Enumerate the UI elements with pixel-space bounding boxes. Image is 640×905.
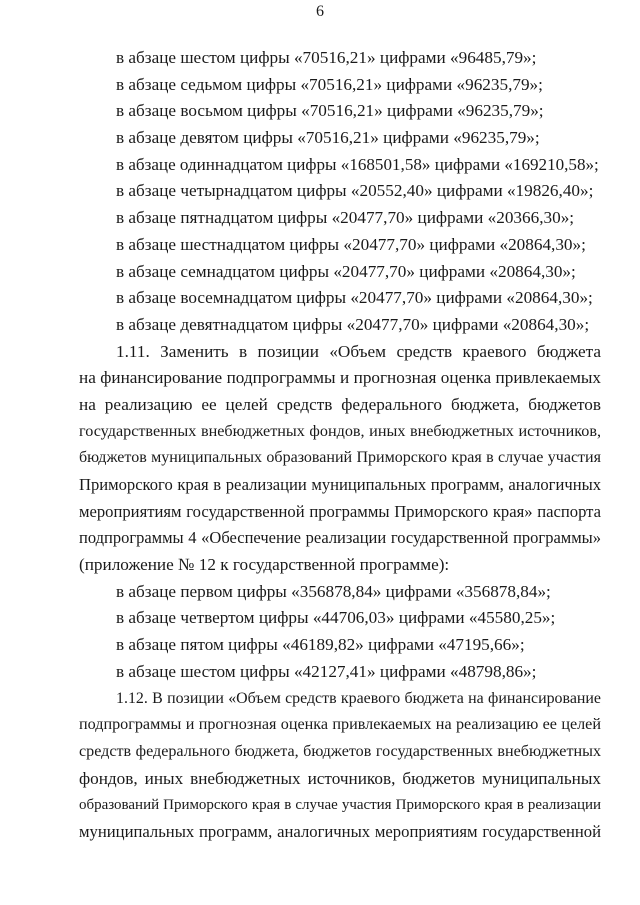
document-line: (приложение № 12 к государственной программе): bbox=[79, 555, 450, 575]
document-line: государственных внебюджетных фондов, иных внебюджетных источников, bbox=[79, 422, 601, 440]
document-line: образований Приморского края в случае участия Приморского края в реализации bbox=[79, 797, 601, 814]
document-line: в абзаце семнадцатом цифры «20477,70» цифрами «20864,30»; bbox=[116, 261, 576, 281]
document-line: в абзаце девятнадцатом цифры «20477,70» цифрами «20864,30»; bbox=[116, 314, 590, 334]
document-line: в абзаце восемнадцатом цифры «20477,70» цифрами «20864,30»; bbox=[116, 288, 593, 308]
document-line: в абзаце четырнадцатом цифры «20552,40» цифрами «19826,40»; bbox=[116, 181, 594, 201]
document-line: в абзаце одиннадцатом цифры «168501,58» цифрами «169210,58»; bbox=[116, 154, 599, 174]
document-line: в абзаце пятнадцатом цифры «20477,70» цифрами «20366,30»; bbox=[116, 208, 575, 228]
document-body bbox=[79, 45, 601, 846]
document-line: в абзаце первом цифры «356878,84» цифрами «356878,84»; bbox=[116, 581, 551, 601]
document-line: в абзаце седьмом цифры «70516,21» цифрами «96235,79»; bbox=[116, 74, 543, 94]
document-line: подпрограммы 4 «Обеспечение реализации государственной программы» bbox=[79, 528, 601, 548]
page-number: 6 bbox=[316, 3, 324, 20]
document-line: в абзаце восьмом цифры «70516,21» цифрами «96235,79»; bbox=[116, 101, 544, 121]
document-line: в абзаце шестом цифры «70516,21» цифрами «96485,79»; bbox=[116, 48, 537, 67]
document-line: мероприятиям государственной программы Приморского края» паспорта bbox=[79, 501, 601, 521]
document-line: на реализацию ее целей средств федерального бюджета, бюджетов bbox=[79, 394, 601, 414]
document-line: на финансирование подпрограммы и прогнозная оценка привлекаемых bbox=[79, 368, 601, 388]
document-line: в абзаце пятом цифры «46189,82» цифрами «47195,66»; bbox=[116, 635, 525, 655]
document-line: в абзаце шестнадцатом цифры «20477,70» цифрами «20864,30»; bbox=[116, 234, 586, 254]
document-line: в абзаце девятом цифры «70516,21» цифрами «96235,79»; bbox=[116, 128, 540, 148]
document-line: бюджетов муниципальных образований Приморского края в случае участия bbox=[79, 449, 601, 467]
document-line: фондов, иных внебюджетных источников, бюджетов муниципальных bbox=[79, 768, 601, 788]
document-line: в абзаце шестом цифры «42127,41» цифрами «48798,86»; bbox=[116, 661, 537, 681]
document-line: 1.11. Заменить в позиции «Объем средств краевого бюджета bbox=[116, 341, 601, 361]
document-line: подпрограммы и прогнозная оценка привлекаемых на реализацию ее целей bbox=[79, 716, 601, 734]
document-line: средств федерального бюджета, бюджетов государственных внебюджетных bbox=[79, 742, 601, 760]
document-line: в абзаце четвертом цифры «44706,03» цифрами «45580,25»; bbox=[116, 608, 556, 628]
document-line: 1.12. В позиции «Объем средств краевого бюджета на финансирование bbox=[116, 689, 601, 707]
document-line: Приморского края в реализации муниципальных программ, аналогичных bbox=[79, 475, 601, 494]
document-line: муниципальных программ, аналогичных мероприятиям государственной bbox=[79, 821, 601, 841]
